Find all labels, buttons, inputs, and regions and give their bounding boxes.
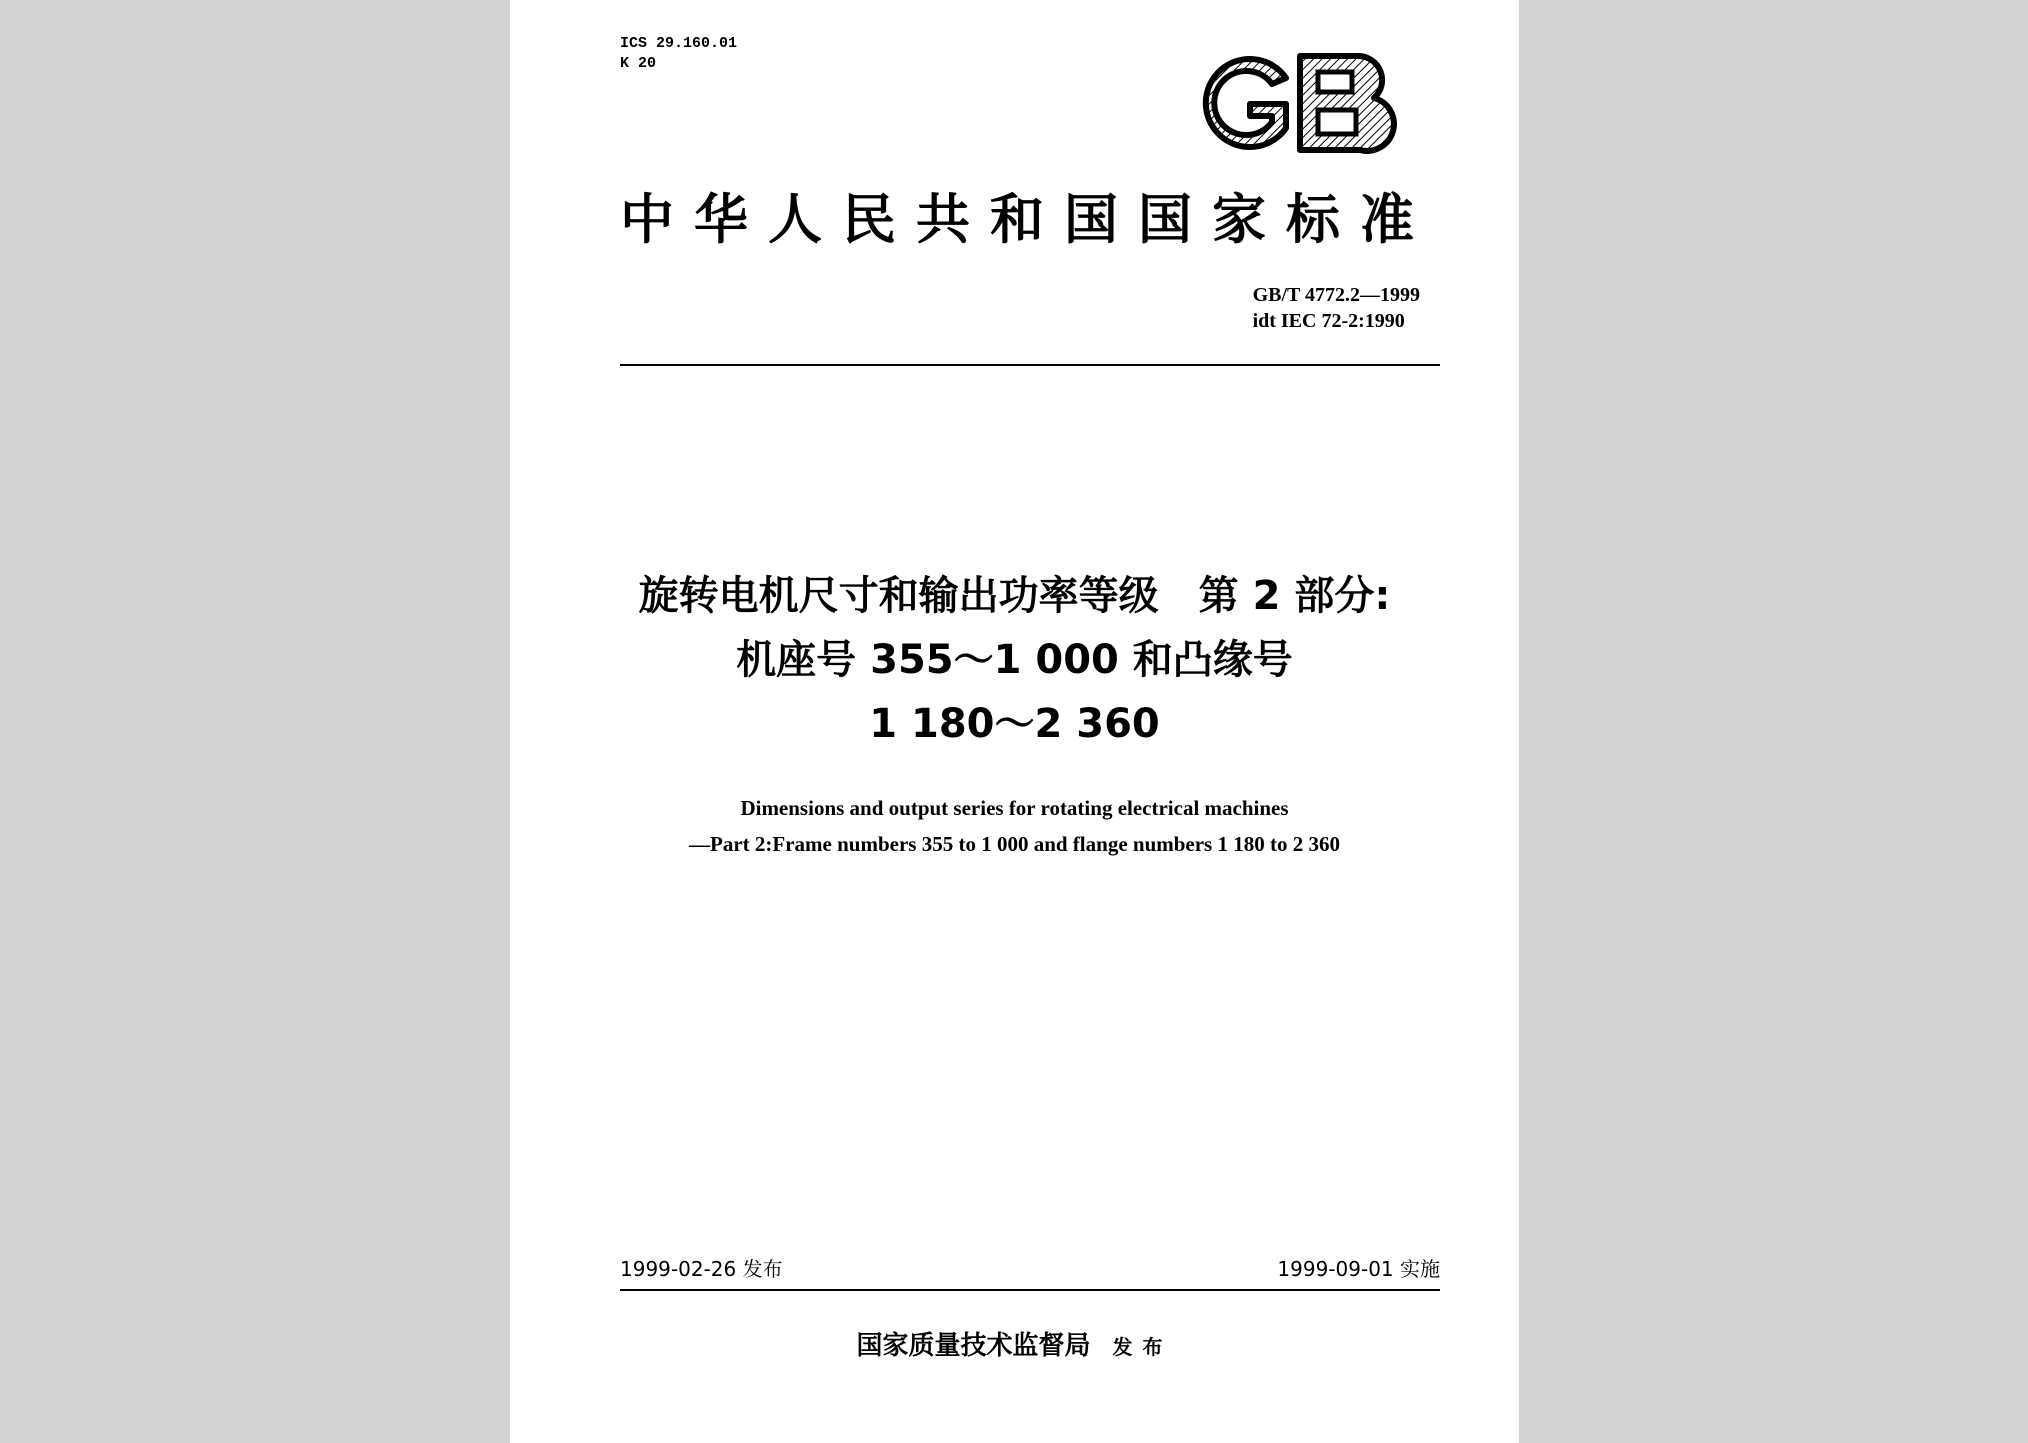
issuer-line — [510, 1326, 1519, 1367]
document-page — [510, 0, 1519, 1443]
ccs-code: K 20 — [620, 55, 657, 72]
top-divider — [620, 364, 1440, 366]
title-en-line-1: Dimensions and output series for rotating electrical machines — [740, 796, 1289, 820]
standard-number: GB/T 4772.2—1999 — [1252, 284, 1420, 306]
issuer-name: 国家质量技术监督局 — [856, 1331, 1091, 1361]
issue-date: 1999-02-26 发布 — [620, 1257, 783, 1281]
implement-date: 1999-09-01 实施 — [1277, 1257, 1440, 1281]
gb-logo — [1188, 48, 1398, 158]
bottom-divider — [620, 1289, 1440, 1291]
equivalent-standard: idt IEC 72-2:1990 — [1252, 310, 1405, 332]
classification-codes — [620, 34, 737, 74]
national-standard-heading: 中华人民共和国国家标准 — [620, 187, 1434, 251]
title-en-line-2: —Part 2:Frame numbers 355 to 1 000 and flange numbers 1 180 to 2 360 — [689, 832, 1340, 856]
title-cn-line-1: 旋转电机尺寸和输出功率等级 第 2 部分: — [638, 573, 1391, 619]
title-cn-line-3: 1 180～2 360 — [869, 701, 1160, 747]
issuer-verb: 发布 — [1112, 1335, 1173, 1359]
ics-code: ICS 29.160.01 — [620, 35, 738, 52]
standard-codes — [1253, 282, 1420, 334]
title-cn-line-2: 机座号 355～1 000 和凸缘号 — [736, 637, 1293, 683]
